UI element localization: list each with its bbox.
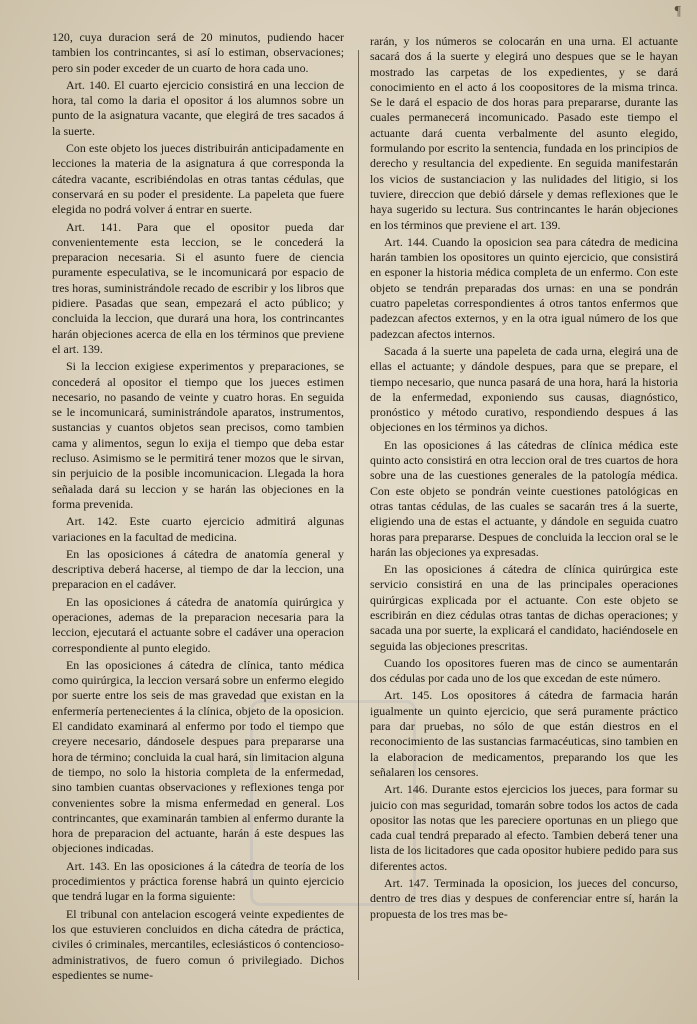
paragraph: En las oposiciones á cátedra de anatomía quirúrgica y operaciones, ademas de la preparacion necesaria para la leccion, ejecutará el actuante sobre el cadáver una operacion correspondiente al punto elegido. (52, 594, 344, 655)
paragraph: En las oposiciones á cátedra de clínica quirúrgica este servicio consistirá en una de las principales operaciones quirúrgicas explicada por el actuante. Con este objeto se escribirán en diez cédulas otras tantas de dichas operaciones; y sacada una por suerte, la explicará el candidato, haciéndosele en seguida las objeciones prescritas. (370, 562, 678, 653)
paragraph: En las oposiciones á las cátedras de clínica médica este quinto acto consistirá en otra leccion oral de tres cuartos de hora sobre una de las cuestiones generales de la patología médica. Con este objeto se pondrán veinte cuestiones patológicas en otras tantas cédulas, de las cuales se sacarán tres á la suerte, eligiendo una de estas el actuante, y dándole en seguida cuatro horas para prepararse. Despues de concluida la leccion oral se le harán las objeciones ya expresadas. (370, 437, 678, 559)
paragraph-art-144: Art. 144. Cuando la oposicion sea para cátedra de medicina harán tambien los opositores un quinto ejercicio, que consistirá en esponer la historia médica completa de un enfermo. Con este objeto se tendrán preparadas dos urnas: en una se pondrán cuatro papeletas correspondientes á otros tantos enfermos que padezcan afectos externos, y en la otra igual número de los que padezcan afectos internos. (370, 234, 678, 341)
paragraph-art-142: Art. 142. Este cuarto ejercicio admitirá algunas variaciones en la facultad de medicina. (52, 514, 344, 544)
paragraph: Cuando los opositores fueren mas de cinco se aumentarán dos cédulas por cada uno de los que excedan de este número. (370, 655, 678, 686)
column-divider (358, 50, 359, 980)
paragraph-art-145: Art. 145. Los opositores á cátedra de farmacia harán igualmente un quinto ejercicio, que será puramente práctico para dar pruebas, no sólo de que están diestros en el reconocimiento de las sustancias farmacéuticas, sino tambien en la elaboracion de medicamentos, preparando los que les señalaren los censores. (370, 688, 678, 779)
paragraph: El tribunal con antelacion escogerá veinte expedientes de los que estuvieren concluidos en dicha cátedra de práctica, civiles ó criminales, mercantiles, eclesiásticos ó contencioso-administrativos, de fuero comun ó privilegiado. Dichos espedientes se nume- (52, 906, 344, 982)
paragraph: rarán, y los números se colocarán en una urna. El actuante sacará dos á la suerte y elegirá uno despues que se le hayan mostrado las carpetas de los expedientes, y se dará conocimiento en el acto á los coopositores de la misma trinca. Se le dará el espacio de dos horas para prepararse, durante las cuales permanecerá incomunicado. Pasado este tiempo el actuante dará cuenta verbalmente del asunto elegido, formulando por escrito la sentencia, fundada en los principios de derecho y resultancia del expediente. En seguida manifestarán los vicios de sustanciacion y las nulidades del litigio, si los tuviere, direccion que debió dársele y demas reflexiones que le haya sugerido su lectura. Sus contrincantes le harán objeciones en los términos que previene el art. 139. (370, 34, 678, 232)
paragraph: 120, cuya duracion será de 20 minutos, pudiendo hacer tambien los contrincantes, si así lo estiman, observaciones; pero sin poder exceder de un cuarto de hora cada uno. (52, 30, 344, 75)
paragraph: Si la leccion exigiese experimentos y preparaciones, se concederá al opositor el tiempo que los jueces estimen necesario, no pasando de veinte y cuatro horas. En seguida se le incomunicará, suministrándole aparatos, instrumentos, sustancias y cuantos objetos sean precisos, como tambien cama y alimentos, segun lo exija el tiempo que deba estar recluso. Asimismo se le permitirá tener mozos que le sirvan, sin perjuicio de la posible incomunicacion. Llegada la hora señalada dará su leccion y se harán las objeciones en la forma prevenida. (52, 359, 344, 511)
left-column (52, 30, 344, 1020)
paragraph-art-140: Art. 140. El cuarto ejercicio consistirá en una leccion de hora, tal como la daria el opositor á los alumnos sobre un punto de la asignatura vacante, que elegirá de tres sacados á la suerte. (52, 77, 344, 138)
paragraph-art-141: Art. 141. Para que el opositor pueda dar convenientemente esta leccion, se le concederá la preparacion necesaria. Si el asunto fuere de ciencia puramente especulativa, se le incomunicará por espacio de tres horas, suministrándole recado de escribir y los libros que pidiere. Pasadas que sean, empezará el acto público; y concluida la leccion, que durará una hora, los contrincantes harán objeciones acerca de ella en los términos que previene el art. 139. (52, 219, 344, 356)
paragraph: En las oposiciones á cátedra de anatomía general y descriptiva deberá hacerse, al tiempo de dar la leccion, una preparacion en el cadáver. (52, 546, 344, 592)
paragraph: En las oposiciones á cátedra de clínica, tanto médica como quirúrgica, la leccion versará sobre un enfermo elegido por suerte entre los seis de mas gravedad que existan en la enfermería pertenecientes á la clínica, objeto de la oposicion. El candidato examinará al enfermo por todo el tiempo que creyere necesario, dándosele despues para prepararse una hora de término; concluida la cual hará, sin limitacion alguna de tiempo, no solo la historia completa de la enfermedad, sino tambien cuantas observaciones y reflexiones tenga por convenientes sobre la misma enfermedad en general. Los contrincantes, que examinarán tambien al enfermo durante la hora de preparacion del actuante, harán á este despues las objeciones indicadas. (52, 657, 344, 856)
paragraph-art-146: Art. 146. Durante estos ejercicios los jueces, para formar su juicio con mas seguridad, tomarán sobre todos los actos de cada opositor las notas que les pareciere oportunas en un pliego que cada cual tendrá preparado al efecto. Tambien deberá tener una lista de los licitadores que cada opositor hubiere pedido para sus diferentes actos. (370, 782, 678, 873)
paragraph: Con este objeto los jueces distribuirán anticipadamente en lecciones la materia de la asignatura á que corresponda la cátedra vacante, escribiéndolas en otras tantas cédulas, que conservará en su poder el presidente. La papeleta que fuere elegida no podrá volver á entrar en suerte. (52, 141, 344, 217)
paragraph: Sacada á la suerte una papeleta de cada urna, elegirá una de ellas el actuante; y dándole despues, para que se prepare, el tiempo necesario, que nunca pasará de una hora, hará la historia de la enfermedad, exponiendo sus causas, diagnóstico, pronóstico y método curativo, respondiendo despues á las objeciones en los términos ya dichos. (370, 343, 678, 435)
corner-mark: ¶ (674, 4, 681, 19)
paragraph-art-147: Art. 147. Terminada la oposicion, los jueces del concurso, dentro de tres dias y despues de conferenciar entre sí, harán la propuesta de los tres mas be- (370, 876, 678, 921)
paragraph-art-143: Art. 143. En las oposiciones á la cátedra de teoría de los procedimientos y práctica forense habrá un quinto ejercicio que tendrá lugar en la forma siguiente: (52, 858, 344, 904)
right-column (370, 34, 678, 1024)
